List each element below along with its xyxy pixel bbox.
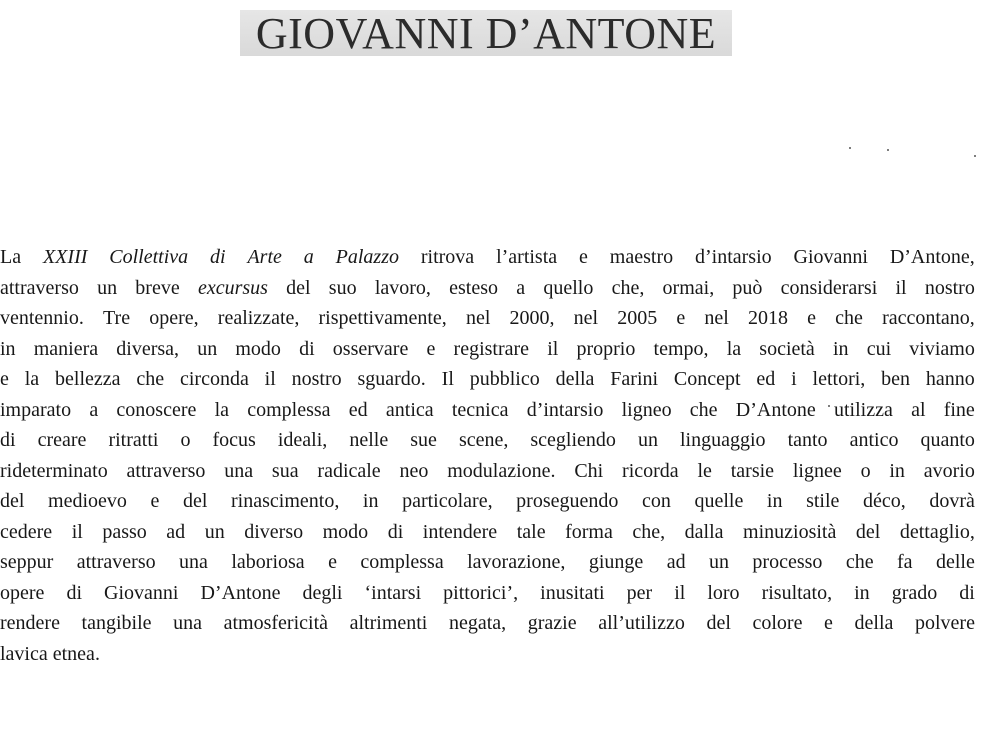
word: ed	[756, 368, 776, 390]
word: sue	[410, 429, 437, 451]
italic-word: Collettiva	[109, 246, 189, 268]
italic-word: di	[210, 246, 226, 268]
word: ad	[666, 551, 686, 573]
word: in	[832, 337, 849, 360]
word: delle	[935, 551, 975, 573]
word: registrare	[453, 337, 530, 360]
word: sua	[271, 459, 299, 482]
word: Giovanni	[793, 246, 868, 268]
word: dalla	[684, 520, 724, 543]
word: che,	[611, 276, 645, 299]
word: altrimenti	[349, 612, 428, 634]
word: dovrà	[929, 490, 975, 512]
word: rideterminato	[0, 459, 108, 482]
word: complessa	[360, 551, 444, 573]
word: e	[426, 337, 436, 360]
word: giunge	[588, 551, 644, 573]
word: a	[89, 398, 99, 421]
word: e	[150, 490, 160, 512]
word: lavica	[0, 642, 53, 665]
word: un	[97, 276, 118, 299]
word: realizzate,	[217, 307, 300, 329]
word: polvere	[915, 612, 975, 634]
word: ed	[348, 398, 368, 421]
word: pittorici’,	[443, 581, 519, 604]
word: o	[860, 459, 871, 482]
paragraph-line	[0, 364, 975, 395]
word: intendere	[422, 520, 498, 543]
word: diverso	[244, 520, 304, 543]
word: nelle	[349, 429, 389, 451]
word: di	[387, 520, 404, 543]
word: e	[579, 246, 588, 268]
word: linguaggio	[679, 429, 766, 451]
paragraph-line	[0, 395, 975, 426]
word: Chi	[574, 459, 604, 482]
word: modo	[235, 337, 281, 360]
word: colore	[752, 612, 803, 634]
word: negata,	[448, 612, 507, 634]
word: tangibile	[81, 612, 152, 634]
word: il	[547, 337, 559, 360]
word: D’Antone,	[889, 246, 975, 268]
word: tecnica	[451, 398, 509, 421]
word: osservare	[332, 337, 409, 360]
word: minuziosità	[743, 520, 837, 543]
word: grazie	[527, 612, 577, 634]
word: conoscere	[116, 398, 197, 421]
paragraph-line	[0, 578, 975, 609]
word: raccontano,	[882, 307, 975, 329]
word: inusitati	[540, 581, 605, 604]
word: La	[0, 246, 22, 268]
word: degli	[302, 581, 343, 604]
paragraph-line	[0, 608, 975, 639]
paragraph-line	[0, 547, 975, 578]
scan-speck	[849, 147, 851, 149]
word: ventennio.	[0, 307, 84, 329]
word: tarsie	[730, 459, 775, 482]
word: in	[889, 459, 905, 482]
word: pubblico	[469, 368, 540, 390]
word: un	[709, 551, 729, 573]
word: lettori,	[812, 368, 866, 390]
word: un	[197, 337, 218, 360]
word: laboriosa	[231, 551, 305, 573]
word: del	[286, 276, 311, 299]
word: diversa,	[116, 337, 180, 360]
word: 2018	[748, 307, 788, 329]
word: risultato,	[761, 581, 833, 604]
word: i	[791, 368, 797, 390]
word: al	[911, 398, 926, 421]
word: può	[732, 276, 763, 299]
word: modulazione.	[447, 459, 556, 482]
word: hanno	[925, 368, 975, 390]
word: la	[214, 398, 230, 421]
word: focus	[212, 429, 256, 451]
word: antico	[849, 429, 899, 451]
word: attraverso	[76, 551, 156, 573]
word: la	[24, 368, 40, 390]
word: all’utilizzo	[598, 612, 685, 634]
word: nel	[704, 307, 729, 329]
paragraph-line	[0, 273, 975, 304]
word: ricorda	[622, 459, 679, 482]
word: ad	[166, 520, 186, 543]
word: etnea.	[52, 642, 100, 665]
word: attraverso	[0, 276, 79, 299]
word: D’Antone	[735, 398, 816, 421]
word: della	[555, 368, 595, 390]
word: 2005	[617, 307, 658, 329]
word: di	[0, 429, 16, 451]
italic-word: Palazzo	[335, 246, 399, 268]
word: società	[759, 337, 815, 360]
word: particolare,	[402, 490, 493, 512]
word: del	[0, 490, 25, 512]
word: proprio	[576, 337, 636, 360]
word: lignee	[792, 459, 842, 482]
word: ben	[881, 368, 911, 390]
word: una	[173, 612, 203, 634]
scan-speck	[828, 405, 830, 407]
word: nel	[573, 307, 599, 329]
word: considerarsi	[780, 276, 878, 299]
italic-word: a	[303, 246, 314, 268]
word: fine	[943, 398, 975, 421]
word: e	[807, 307, 817, 329]
word: lavorazione,	[467, 551, 566, 573]
paragraph-line	[0, 334, 975, 365]
word: complessa	[247, 398, 331, 421]
word: di	[66, 581, 82, 604]
word: tanto	[787, 429, 828, 451]
word: il	[71, 520, 83, 543]
word: di	[959, 581, 975, 604]
word: per	[626, 581, 653, 604]
word: fa	[897, 551, 913, 573]
word: cedere	[0, 520, 53, 543]
page-title: GIOVANNI D’ANTONE	[255, 9, 717, 58]
word: Tre	[103, 307, 131, 329]
word: in	[0, 337, 16, 360]
word: Concept	[673, 368, 741, 390]
word: antica	[385, 398, 434, 421]
word: del	[706, 612, 731, 634]
word: in	[362, 490, 379, 512]
word: e	[0, 368, 9, 390]
word: una	[224, 459, 254, 482]
scan-speck	[974, 155, 976, 157]
word: suo	[328, 276, 357, 299]
word: ormai,	[662, 276, 715, 299]
word: che	[136, 368, 165, 390]
word: lavoro,	[374, 276, 431, 299]
word: sguardo.	[357, 368, 426, 390]
word: nostro	[924, 276, 975, 299]
word: e	[676, 307, 686, 329]
word: opere	[0, 581, 45, 604]
word: la	[726, 337, 742, 360]
word: 2000,	[509, 307, 555, 329]
paragraph-line	[0, 517, 975, 548]
word: neo	[399, 459, 429, 482]
word: ligneo	[621, 398, 672, 421]
word: maestro	[609, 246, 674, 268]
word: stile	[806, 490, 840, 512]
word: forma	[565, 520, 613, 543]
word: medioevo	[48, 490, 127, 512]
word: attraverso	[126, 459, 206, 482]
word: scene,	[458, 429, 509, 451]
word: maniera	[33, 337, 99, 360]
word: loro	[707, 581, 740, 604]
word: della	[854, 612, 894, 634]
word: viviamo	[909, 337, 975, 360]
scan-speck	[887, 149, 889, 151]
paragraph-line	[0, 486, 975, 517]
word: che	[835, 307, 863, 329]
word: dettaglio,	[899, 520, 975, 543]
word: rinascimento,	[231, 490, 340, 512]
word: scegliendo	[530, 429, 616, 451]
word: e	[824, 612, 833, 634]
paragraph-line	[0, 242, 975, 273]
word: in	[854, 581, 870, 604]
word: un	[204, 520, 225, 543]
word: rendere	[0, 612, 60, 634]
word: del	[855, 520, 881, 543]
word: ideali,	[277, 429, 328, 451]
word: il	[674, 581, 686, 604]
word: il	[895, 276, 907, 299]
word: un	[637, 429, 658, 451]
word: rispettivamente,	[318, 307, 447, 329]
word: d’intarsio	[694, 246, 772, 268]
word: utilizza	[833, 398, 893, 421]
word: passo	[102, 520, 147, 543]
word: déco,	[863, 490, 906, 512]
paragraph-line	[0, 639, 985, 670]
word: ‘intarsi	[364, 581, 422, 604]
word: atmosfericità	[223, 612, 329, 634]
word: breve	[135, 276, 180, 299]
word: nostro	[291, 368, 342, 390]
word: proseguendo	[516, 490, 619, 512]
word: opere,	[149, 307, 199, 329]
word: in	[766, 490, 783, 512]
word: creare	[37, 429, 87, 451]
word: ritrova	[420, 246, 475, 268]
word: le	[697, 459, 712, 482]
word: radicale	[317, 459, 381, 482]
word: Farini	[610, 368, 659, 390]
word: grado	[891, 581, 938, 604]
italic-word: excursus	[197, 276, 268, 299]
word: tale	[516, 520, 546, 543]
italic-word: XXIII	[42, 246, 88, 268]
word: circonda	[179, 368, 249, 390]
word: quello	[543, 276, 594, 299]
word: quanto	[920, 429, 975, 451]
word: o	[180, 429, 191, 451]
word: imparato	[0, 398, 72, 421]
word: modo	[322, 520, 369, 543]
word: tempo,	[653, 337, 709, 360]
word: processo	[752, 551, 823, 573]
word: con	[641, 490, 671, 512]
paragraph-line	[0, 303, 975, 334]
word: che,	[632, 520, 666, 543]
word: ritratti	[108, 429, 159, 451]
word: che	[845, 551, 874, 573]
word: l’artista	[496, 246, 558, 268]
word: cui	[866, 337, 892, 360]
word: a	[516, 276, 526, 299]
word: quelle	[694, 490, 744, 512]
word: esteso	[449, 276, 499, 299]
word: di	[299, 337, 315, 360]
word: nel	[465, 307, 491, 329]
word: D’Antone	[200, 581, 281, 604]
word: bellezza	[55, 368, 121, 390]
word: d’intarsio	[526, 398, 604, 421]
word: Il	[441, 368, 454, 390]
paragraph-line	[0, 425, 975, 456]
word: avorio	[923, 459, 975, 482]
body-paragraph	[0, 242, 985, 669]
word: il	[264, 368, 276, 390]
word: che	[689, 398, 718, 421]
word: Giovanni	[104, 581, 179, 604]
word: una	[179, 551, 208, 573]
word: seppur	[0, 551, 54, 573]
word: e	[328, 551, 337, 573]
paragraph-line	[0, 456, 975, 487]
italic-word: Arte	[247, 246, 282, 268]
word: del	[182, 490, 208, 512]
